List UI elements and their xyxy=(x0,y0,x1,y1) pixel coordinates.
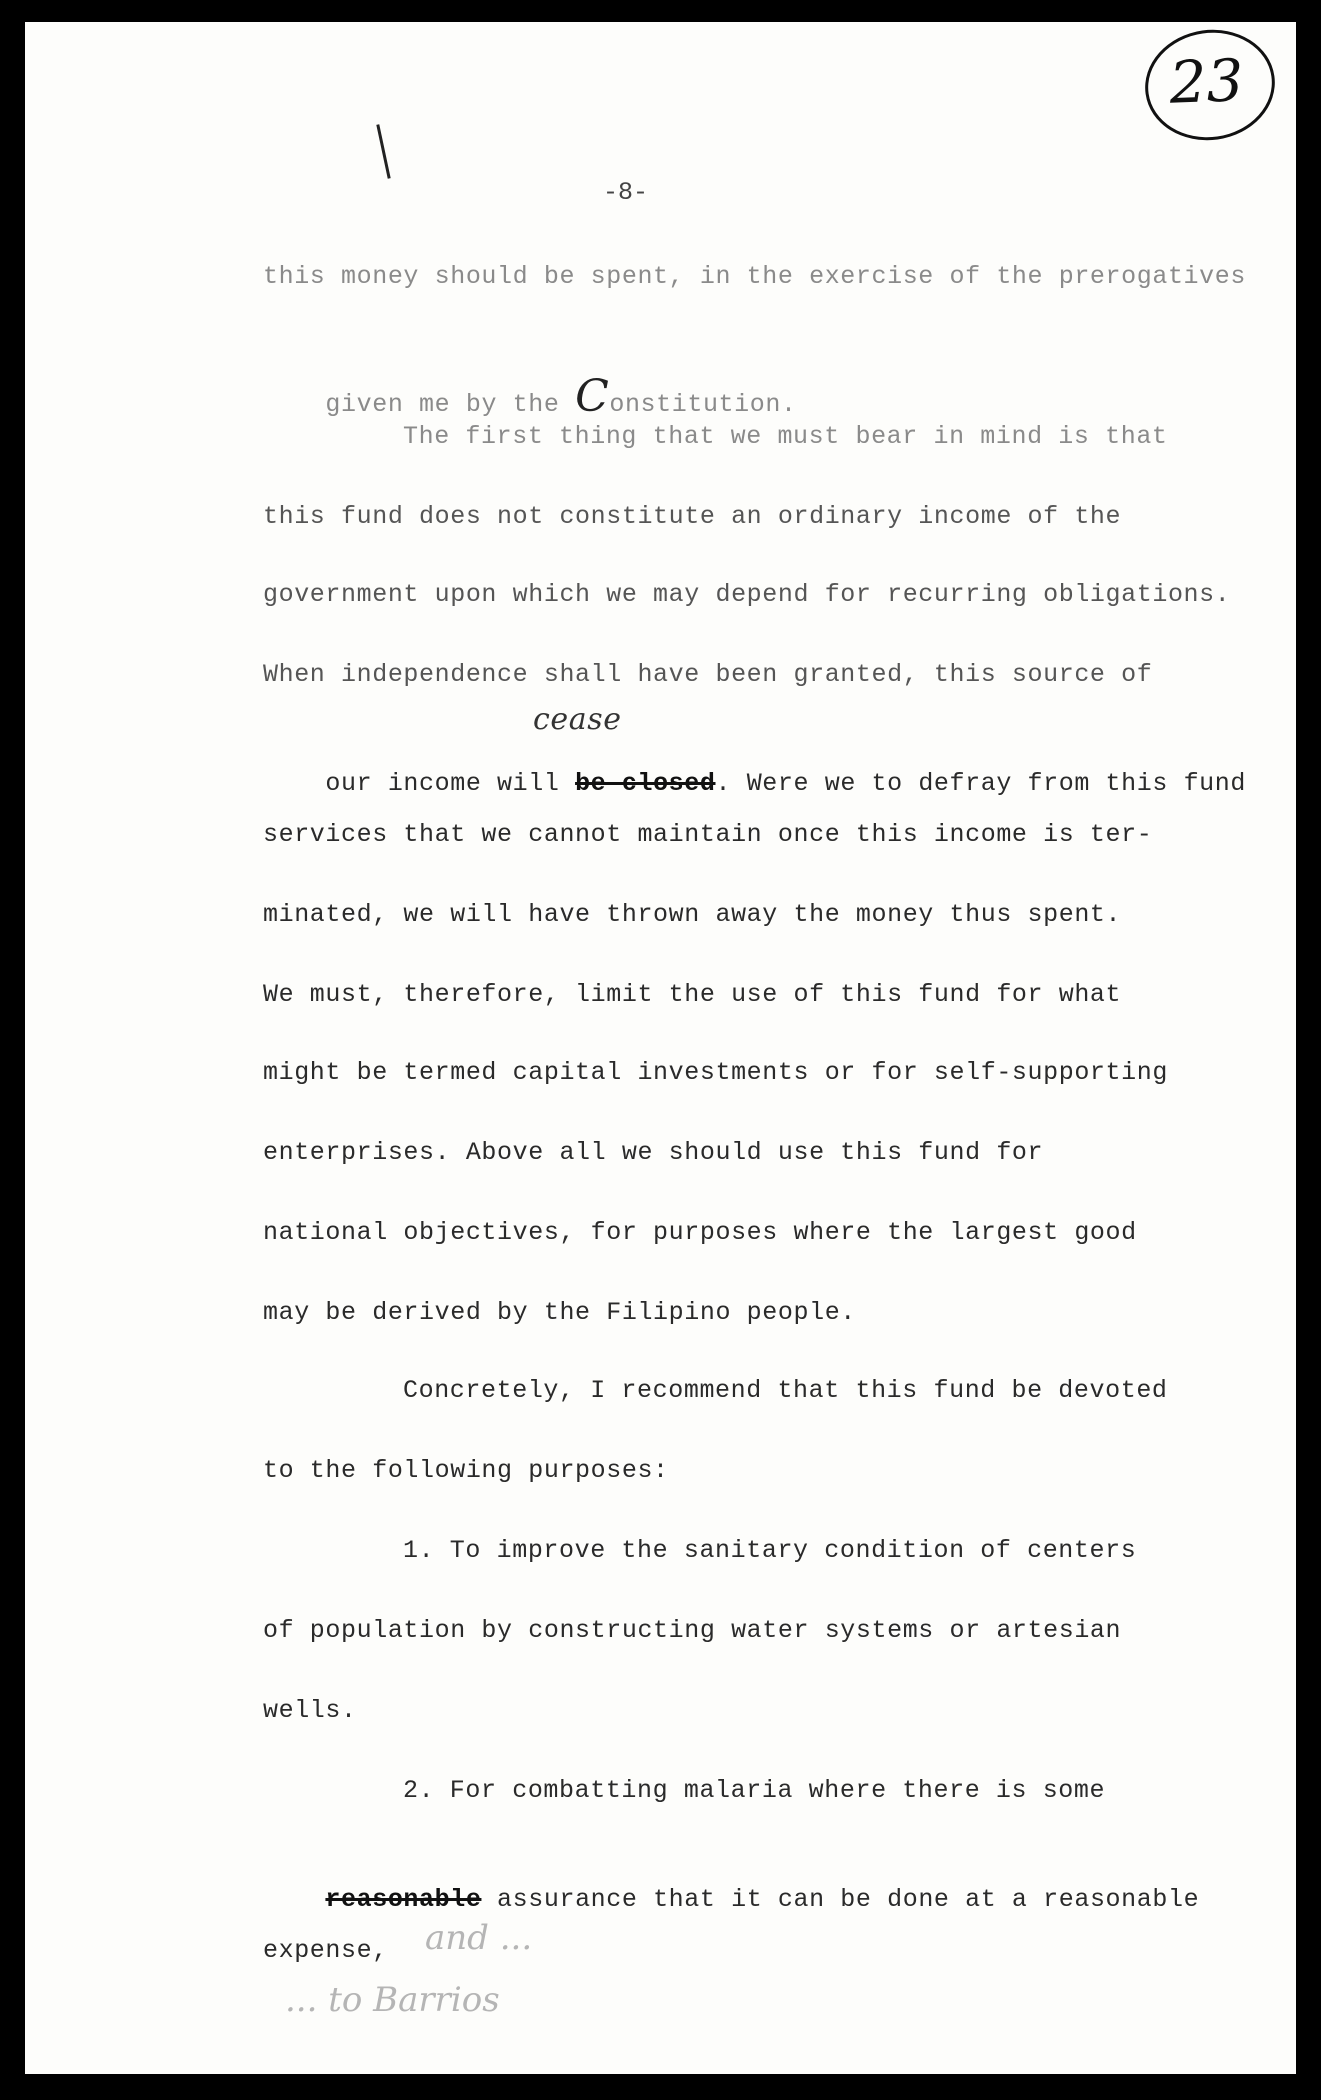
text-line: of population by constructing water systems or artesian xyxy=(263,1616,1122,1645)
text-fragment: assurance that it can be done at a reasonable xyxy=(481,1885,1200,1914)
text-line: wells. xyxy=(263,1696,357,1725)
text-line: this money should be spent, in the exercise of the prerogatives xyxy=(263,262,1246,291)
handwritten-capital: C xyxy=(575,371,610,422)
page-number: -8- xyxy=(603,178,649,207)
handwritten-note: and ... xyxy=(425,1918,533,1958)
text-line: The first thing that we must bear in mind is that xyxy=(403,422,1168,451)
text-fragment: our income will xyxy=(325,769,576,798)
text-line xyxy=(263,1856,1199,1943)
text-line: 1. To improve the sanitary condition of centers xyxy=(403,1536,1137,1565)
scan-border xyxy=(1296,0,1321,2100)
text-line: may be derived by the Filipino people. xyxy=(263,1298,856,1327)
text-line: expense, xyxy=(263,1936,388,1965)
text-fragment: . Were we to defray from this fund xyxy=(715,769,1246,798)
handwritten-note: ... to Barrios xyxy=(285,1980,500,2020)
stamp-number: 23 xyxy=(1168,46,1245,117)
text-line: services that we cannot maintain once this income is ter- xyxy=(263,820,1153,849)
text-fragment: onstitution. xyxy=(609,390,797,419)
margin-pen-mark xyxy=(376,124,390,178)
document-page xyxy=(25,22,1306,2074)
text-line: We must, therefore, limit the use of this fund for what xyxy=(263,980,1122,1009)
text-fragment: given me by the xyxy=(325,390,576,419)
handwritten-insertion: cease xyxy=(533,702,622,737)
text-line: this fund does not constitute an ordinary income of the xyxy=(263,502,1122,531)
text-line: to the following purposes: xyxy=(263,1456,669,1485)
text-line: government upon which we may depend for recurring obligations. xyxy=(263,580,1231,609)
text-line: enterprises. Above all we should use this fund for xyxy=(263,1138,1044,1167)
struck-text: be closed xyxy=(575,769,716,798)
text-line: minated, we will have thrown away the money thus spent. xyxy=(263,900,1122,929)
struck-text: reasonable xyxy=(325,1885,482,1914)
page-number-stamp xyxy=(1138,22,1282,149)
text-line: Concretely, I recommend that this fund be devoted xyxy=(403,1376,1168,1405)
text-line: When independence shall have been granted, this source of xyxy=(263,660,1153,689)
text-line: 2. For combatting malaria where there is some xyxy=(403,1776,1106,1805)
text-line xyxy=(263,740,1246,827)
text-line: national objectives, for purposes where the largest good xyxy=(263,1218,1137,1247)
text-line: might be termed capital investments or for self-supporting xyxy=(263,1058,1168,1087)
